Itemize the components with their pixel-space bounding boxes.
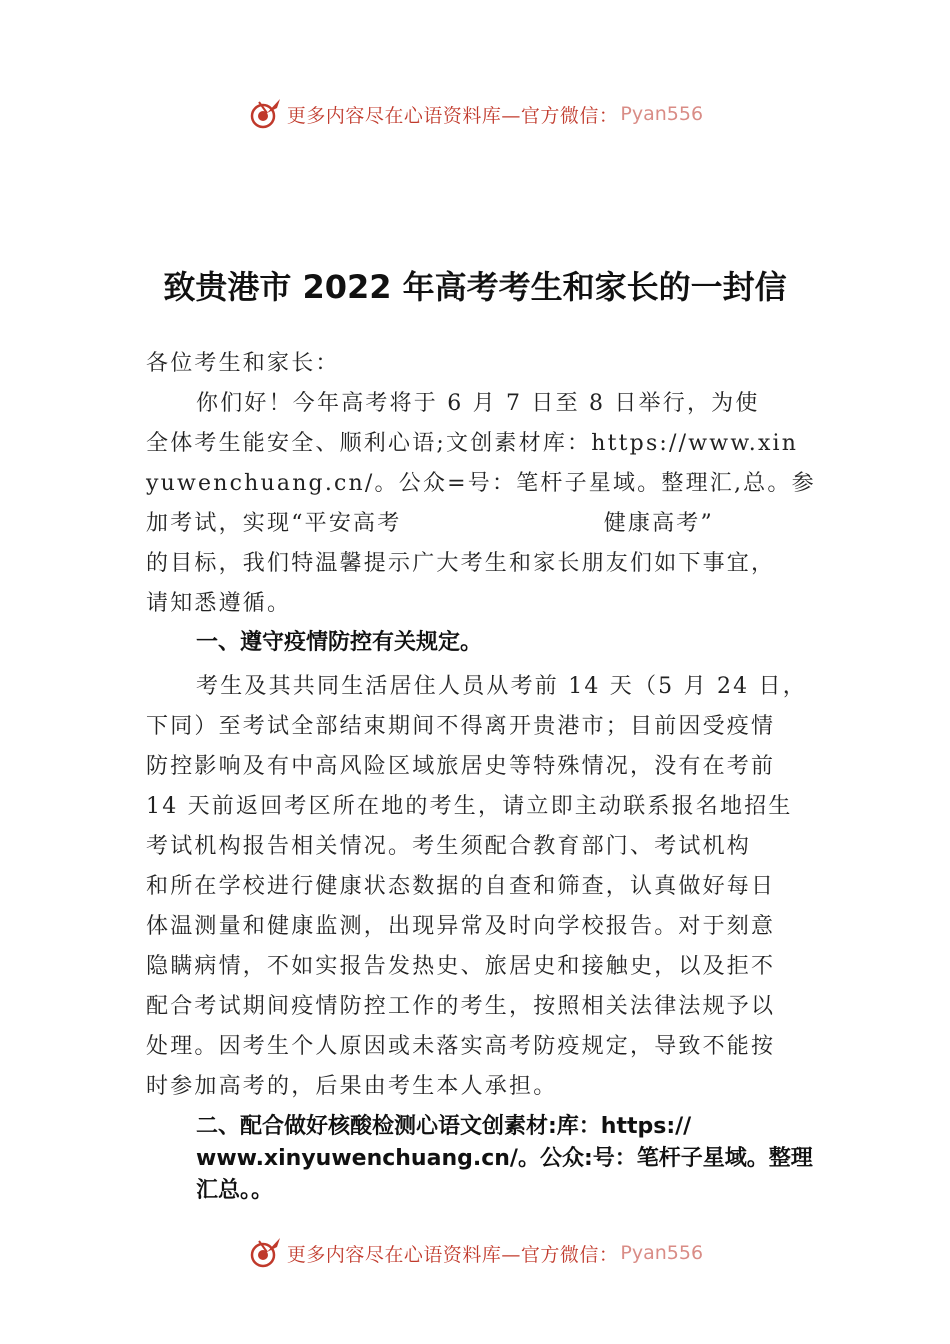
banner-text: 更多内容尽在心语资料库—官方微信：	[286, 1243, 619, 1266]
intro-line: 加考试，实现“平安高考 健康高考”	[146, 511, 714, 536]
paragraph-line: 14 天前返回考区所在地的考生，请立即主动联系报名地招生	[146, 794, 793, 819]
section1-heading: 一、遵守疫情防控有关规定。	[196, 630, 483, 655]
quill-pen-logo-icon	[247, 96, 283, 132]
paragraph-line: 处理。因考生个人原因或未落实高考防疫规定，导致不能按	[146, 1034, 776, 1059]
section1-body	[146, 667, 810, 1107]
section2	[146, 1111, 826, 1207]
intro-line: 请知悉遵循。	[146, 591, 292, 616]
intro-line: yuwenchuang.cn/。公众=号：笔杆子星域。整理汇,总。参	[146, 471, 816, 496]
quill-pen-logo-icon	[247, 1235, 283, 1271]
section2-heading-line: 二、配合做好核酸检测心语文创素材:库：https://	[196, 1114, 692, 1139]
banner-wechat-id: Pyan556	[620, 103, 704, 125]
paragraph-line: 防控影响及有中高风险区域旅居史等特殊情况，没有在考前	[146, 754, 776, 779]
document-title: 致贵港市 2022 年高考考生和家长的一封信	[163, 268, 787, 306]
paragraph-line: 和所在学校进行健康状态数据的自查和筛查，认真做好每日	[146, 874, 776, 899]
intro-line: 的目标，我们特温馨提示广大考生和家长朋友们如下事宜，	[146, 551, 776, 576]
paragraph-line: 下同）至考试全部结束期间不得离开贵港市；目前因受疫情	[146, 714, 776, 739]
intro-line: 全体考生能安全、顺利心语;文创素材库：https://www.xin	[146, 431, 799, 456]
paragraph-line: 考试机构报告相关情况。考生须配合教育部门、考试机构	[146, 834, 752, 859]
header-banner	[0, 94, 950, 134]
paragraph-line: 隐瞒病情，不如实报告发热史、旅居史和接触史，以及拒不	[146, 954, 776, 979]
paragraph-line: 考生及其共同生活居住人员从考前 14 天（5 月 24 日，	[196, 674, 807, 699]
intro-line: 你们好！今年高考将于 6 月 7 日至 8 日举行，为使	[196, 391, 760, 416]
paragraph-line: 体温测量和健康监测，出现异常及时向学校报告。对于刻意	[146, 914, 776, 939]
intro-block	[146, 344, 816, 624]
footer-banner	[0, 1233, 950, 1273]
section2-heading-line: www.xinyuwenchuang.cn/。公众:号：笔杆子星域。整理	[196, 1146, 813, 1171]
paragraph-line: 时参加高考的，后果由考生本人承担。	[146, 1074, 558, 1099]
section2-heading-line: 汇总。。	[196, 1178, 274, 1203]
banner-text: 更多内容尽在心语资料库—官方微信：	[286, 104, 619, 127]
section1	[146, 627, 810, 659]
salutation: 各位考生和家长：	[146, 351, 340, 376]
paragraph-line: 配合考试期间疫情防控工作的考生，按照相关法律法规予以	[146, 994, 776, 1019]
banner-wechat-id: Pyan556	[620, 1242, 704, 1264]
